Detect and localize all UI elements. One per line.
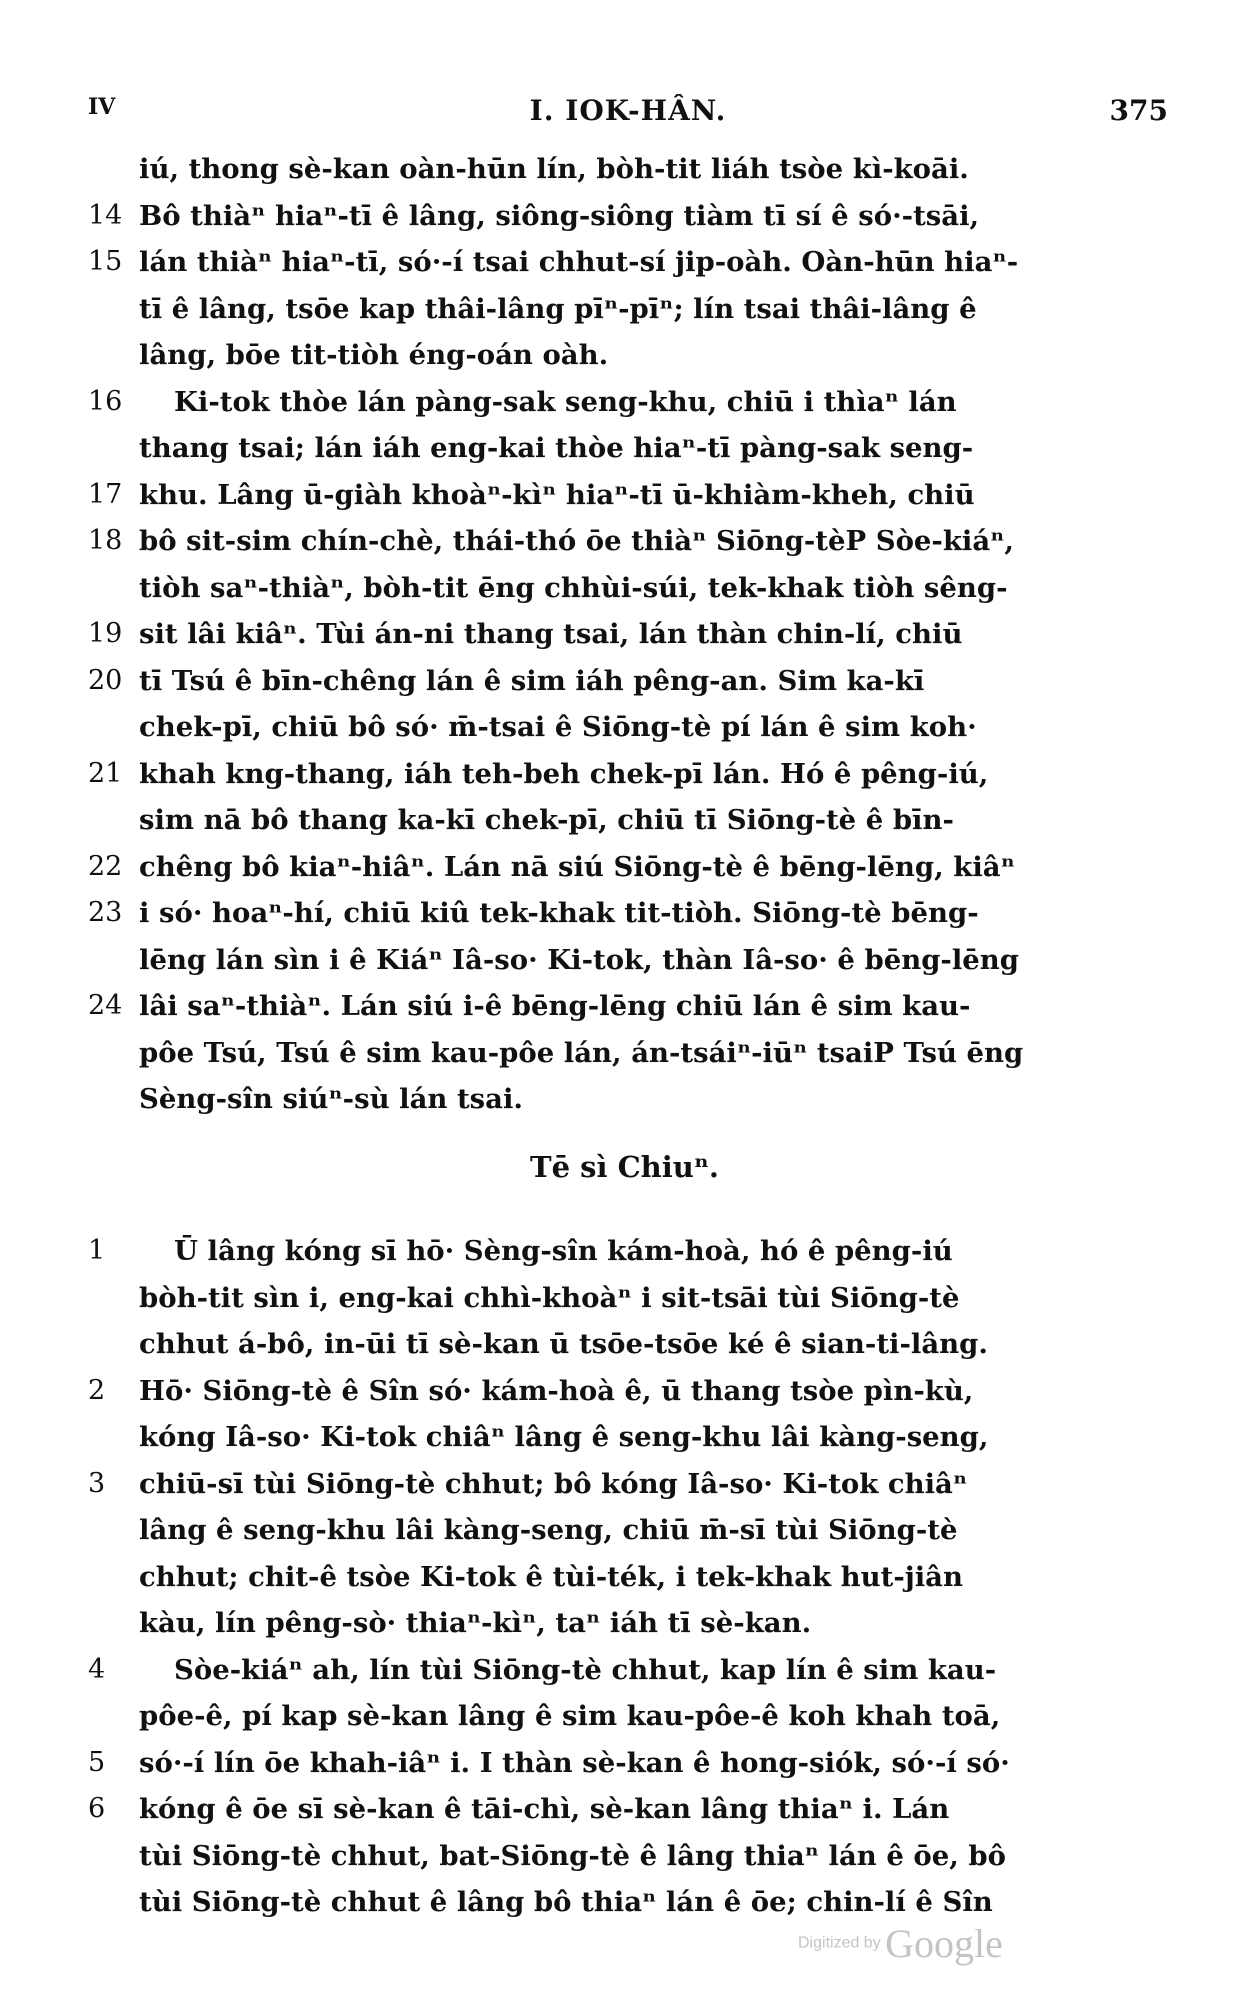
text-line xyxy=(0,1228,1249,1275)
line-text: lēng lán sìn i ê Kiáⁿ Iâ-so· Ki-tok, thàn Iâ-so· ê bēng-lēng xyxy=(139,943,1019,976)
text-line xyxy=(0,379,1249,426)
line-text: bòh-tit sìn i, eng-kai chhì-khoàⁿ i sit-tsāi tùi Siōng-tè xyxy=(139,1281,960,1314)
page-number: 375 xyxy=(1109,94,1168,127)
text-line xyxy=(0,1879,1249,1926)
verse-number: 15 xyxy=(88,246,123,277)
text-line xyxy=(0,1647,1249,1694)
line-text: chiū-sī tùi Siōng-tè chhut; bô kóng Iâ-so· Ki-tok chiâⁿ xyxy=(139,1467,968,1500)
text-line xyxy=(0,1786,1249,1833)
verse-number: 24 xyxy=(88,990,123,1021)
text-line xyxy=(0,844,1249,891)
line-text: kóng Iâ-so· Ki-tok chiâⁿ lâng ê seng-khu lâi kàng-seng, xyxy=(139,1421,989,1453)
line-text: lâng ê seng-khu lâi kàng-seng, chiū m̄-sī tùi Siōng-tè xyxy=(139,1514,958,1546)
verse-number: 16 xyxy=(88,385,123,417)
text-line xyxy=(0,983,1249,1030)
verse-number: 17 xyxy=(88,478,123,510)
line-text: Ū lâng kóng sī hō· Sèng-sîn kám-hoà, hó ê pêng-iú xyxy=(174,1235,953,1267)
line-text: lâi saⁿ-thiàⁿ. Lán siú i-ê bēng-lēng chiū lán ê sim kau- xyxy=(139,990,971,1022)
digitization-watermark xyxy=(798,1920,1003,1967)
text-line xyxy=(0,1321,1249,1368)
text-line xyxy=(0,1507,1249,1554)
verse-number: 2 xyxy=(88,1374,106,1406)
text-line xyxy=(0,425,1249,472)
text-line xyxy=(0,1368,1249,1415)
text-line xyxy=(0,1030,1249,1077)
line-text: lâng, bōe tit-tiòh éng-oán oàh. xyxy=(139,339,609,371)
text-line xyxy=(0,890,1249,937)
line-text: chhut; chit-ê tsòe Ki-tok ê tùi-ték, i tek-khak hut-jiân xyxy=(139,1560,963,1593)
verse-number: 23 xyxy=(88,897,123,928)
line-text: lán thiàⁿ hiaⁿ-tī, só·-í tsai chhut-sí jip-oàh. Oàn-hūn hiaⁿ- xyxy=(139,246,1019,278)
line-text: só·-í lín ōe khah-iâⁿ i. I thàn sè-kan ê hong-siók, só·-í só· xyxy=(139,1746,1010,1779)
running-header xyxy=(88,94,1168,134)
line-text: kàu, lín pêng-sò· thiaⁿ-kìⁿ, taⁿ iáh tī sè-kan. xyxy=(139,1607,812,1639)
text-line xyxy=(0,1554,1249,1601)
text-line xyxy=(0,1275,1249,1322)
line-text: iú, thong sè-kan oàn-hūn lín, bòh-tit liáh tsòe kì-koāi. xyxy=(139,153,969,185)
verse-number: 6 xyxy=(88,1793,106,1824)
verse-number: 21 xyxy=(88,757,123,789)
text-line xyxy=(0,704,1249,751)
line-text: tī Tsú ê bīn-chêng lán ê sim iáh pêng-an. Sim ka-kī xyxy=(139,664,925,697)
text-line xyxy=(0,565,1249,612)
text-line xyxy=(0,797,1249,844)
text-block-chapter-4 xyxy=(0,1228,1249,1926)
line-text: sit lâi kiâⁿ. Tùi án-ni thang tsai, lán thàn chin-lí, chiū xyxy=(139,618,963,650)
verse-number: 5 xyxy=(88,1746,106,1778)
text-line xyxy=(0,658,1249,705)
line-text: Sòe-kiáⁿ ah, lín tùi Siōng-tè chhut, kap lín ê sim kau- xyxy=(174,1653,997,1686)
text-line xyxy=(0,286,1249,333)
line-text: chek-pī, chiū bô só· m̄-tsai ê Siōng-tè pí lán ê sim koh· xyxy=(139,711,977,743)
line-text: chêng bô kiaⁿ-hiâⁿ. Lán nā siú Siōng-tè ê bēng-lēng, kiâⁿ xyxy=(139,850,1015,883)
text-line xyxy=(0,332,1249,379)
text-line xyxy=(0,239,1249,286)
line-text: Hō· Siōng-tè ê Sîn só· kám-hoà ê, ū thang tsòe pìn-kù, xyxy=(139,1374,974,1407)
verse-number: 20 xyxy=(88,664,123,696)
text-line xyxy=(0,518,1249,565)
section-roman-numeral: IV xyxy=(88,94,116,120)
line-text: tī ê lâng, tsōe kap thâi-lâng pīⁿ-pīⁿ; lín tsai thâi-lâng ê xyxy=(139,292,977,325)
text-line xyxy=(0,751,1249,798)
text-line xyxy=(0,1600,1249,1647)
text-line xyxy=(0,611,1249,658)
verse-number: 19 xyxy=(88,618,123,649)
line-text: chhut á-bô, in-ūi tī sè-kan ū tsōe-tsōe ké ê sian-ti-lâng. xyxy=(139,1328,988,1360)
text-line xyxy=(0,1414,1249,1461)
line-text: pôe Tsú, Tsú ê sim kau-pôe lán, án-tsáiⁿ-iūⁿ tsaiP Tsú ēng xyxy=(139,1036,1024,1069)
line-text: kóng ê ōe sī sè-kan ê tāi-chì, sè-kan lâng thiaⁿ i. Lán xyxy=(139,1793,950,1825)
line-text: khu. Lâng ū-giàh khoàⁿ-kìⁿ hiaⁿ-tī ū-khiàm-kheh, chiū xyxy=(139,478,975,511)
watermark-prefix: Digitized by xyxy=(798,1934,881,1952)
text-line xyxy=(0,1693,1249,1740)
line-text: thang tsai; lán iáh eng-kai thòe hiaⁿ-tī pàng-sak seng- xyxy=(139,432,974,464)
text-line xyxy=(0,1740,1249,1787)
google-logo: Google xyxy=(885,1921,1003,1966)
line-text: bô sit-sim chín-chè, thái-thó ōe thiàⁿ Siōng-tèP Sòe-kiáⁿ, xyxy=(139,525,1014,557)
verse-number: 4 xyxy=(88,1653,106,1685)
text-block-chapter-3 xyxy=(0,146,1249,1123)
verse-number: 14 xyxy=(88,199,123,231)
line-text: Ki-tok thòe lán pàng-sak seng-khu, chiū i thìaⁿ lán xyxy=(174,385,957,418)
text-line xyxy=(0,1461,1249,1508)
line-text: tiòh saⁿ-thiàⁿ, bòh-tit ēng chhùi-súi, tek-khak tiòh sêng- xyxy=(139,571,1008,604)
line-text: tùi Siōng-tè chhut, bat-Siōng-tè ê lâng thiaⁿ lán ê ōe, bô xyxy=(139,1839,1006,1872)
line-text: sim nā bô thang ka-kī chek-pī, chiū tī Siōng-tè ê bīn- xyxy=(139,804,954,836)
verse-number: 1 xyxy=(88,1235,106,1266)
line-text: i só· hoaⁿ-hí, chiū kiû tek-khak tit-tiòh. Siōng-tè bēng- xyxy=(139,897,979,929)
line-text: tùi Siōng-tè chhut ê lâng bô thiaⁿ lán ê ōe; chin-lí ê Sîn xyxy=(139,1886,993,1918)
line-text: Sèng-sîn siúⁿ-sù lán tsai. xyxy=(139,1083,524,1115)
text-line xyxy=(0,193,1249,240)
chapter-heading: Tē sì Chiuⁿ. xyxy=(530,1150,719,1184)
line-text: pôe-ê, pí kap sè-kan lâng ê sim kau-pôe-ê koh khah toā, xyxy=(139,1700,1001,1732)
text-line xyxy=(0,937,1249,984)
text-line xyxy=(0,472,1249,519)
text-line xyxy=(0,146,1249,193)
text-line xyxy=(0,1833,1249,1880)
line-text: khah kng-thang, iáh teh-beh chek-pī lán. Hó ê pêng-iú, xyxy=(139,757,989,790)
text-line xyxy=(0,1076,1249,1123)
verse-number: 18 xyxy=(88,525,123,556)
line-text: Bô thiàⁿ hiaⁿ-tī ê lâng, siông-siông tiàm tī sí ê só·-tsāi, xyxy=(139,199,980,232)
book-title: I. IOK-HÂN. xyxy=(529,94,727,127)
verse-number: 3 xyxy=(88,1467,106,1499)
verse-number: 22 xyxy=(88,850,123,882)
